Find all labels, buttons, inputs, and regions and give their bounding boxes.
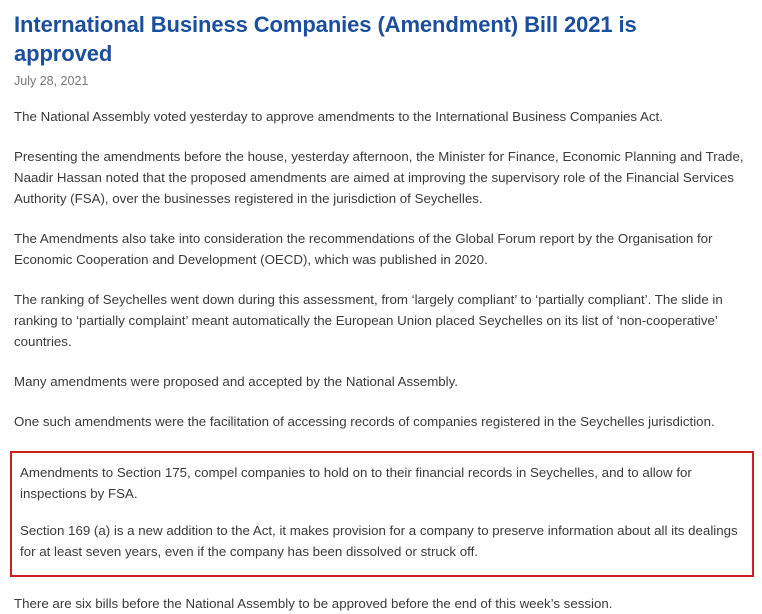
article-paragraph: The Amendments also take into consideration the recommendations of the Global Forum report by the Organisation for Economic Cooperation and Development (OECD), which was published in 2020. [14,231,713,267]
article-paragraph: There are six bills before the National Assembly to be approved before the end of this week’s session. [14,596,613,611]
article-date: July 28, 2021 [14,74,89,88]
article-paragraph: One such amendments were the facilitation of accessing records of companies registered in the Seychelles jurisdiction. [14,414,715,429]
article-paragraph: Presenting the amendments before the house, yesterday afternoon, the Minister for Finance, Economic Planning and Trade, Naadir Hassan noted that the proposed amendments are aimed at improving the supervisory role of the Financial Services Authority (FSA), over the businesses registered in the jurisdiction of Seychelles. [14,149,744,206]
highlighted-paragraph: Section 169 (a) is a new addition to the Act, it makes provision for a company to preserve information about all its dealings for at least seven years, even if the company has been dissolved or struck off. [20,523,738,559]
article-paragraph: The National Assembly voted yesterday to approve amendments to the International Business Companies Act. [14,109,663,124]
article-paragraph: The ranking of Seychelles went down during this assessment, from ‘largely compliant’ to ‘partially compliant’. The slide in ranking to ‘partially complaint’ meant automatically the European Union placed Seychelles on its list of ‘non-cooperative’ countries. [14,292,723,349]
article-paragraph: Many amendments were proposed and accepted by the National Assembly. [14,374,458,389]
highlighted-paragraph: Amendments to Section 175, compel companies to hold on to their financial records in Seychelles, and to allow for inspections by FSA. [20,465,692,501]
page-title: International Business Companies (Amendment) Bill 2021 is approved [14,12,637,66]
highlighted-section [10,451,754,577]
